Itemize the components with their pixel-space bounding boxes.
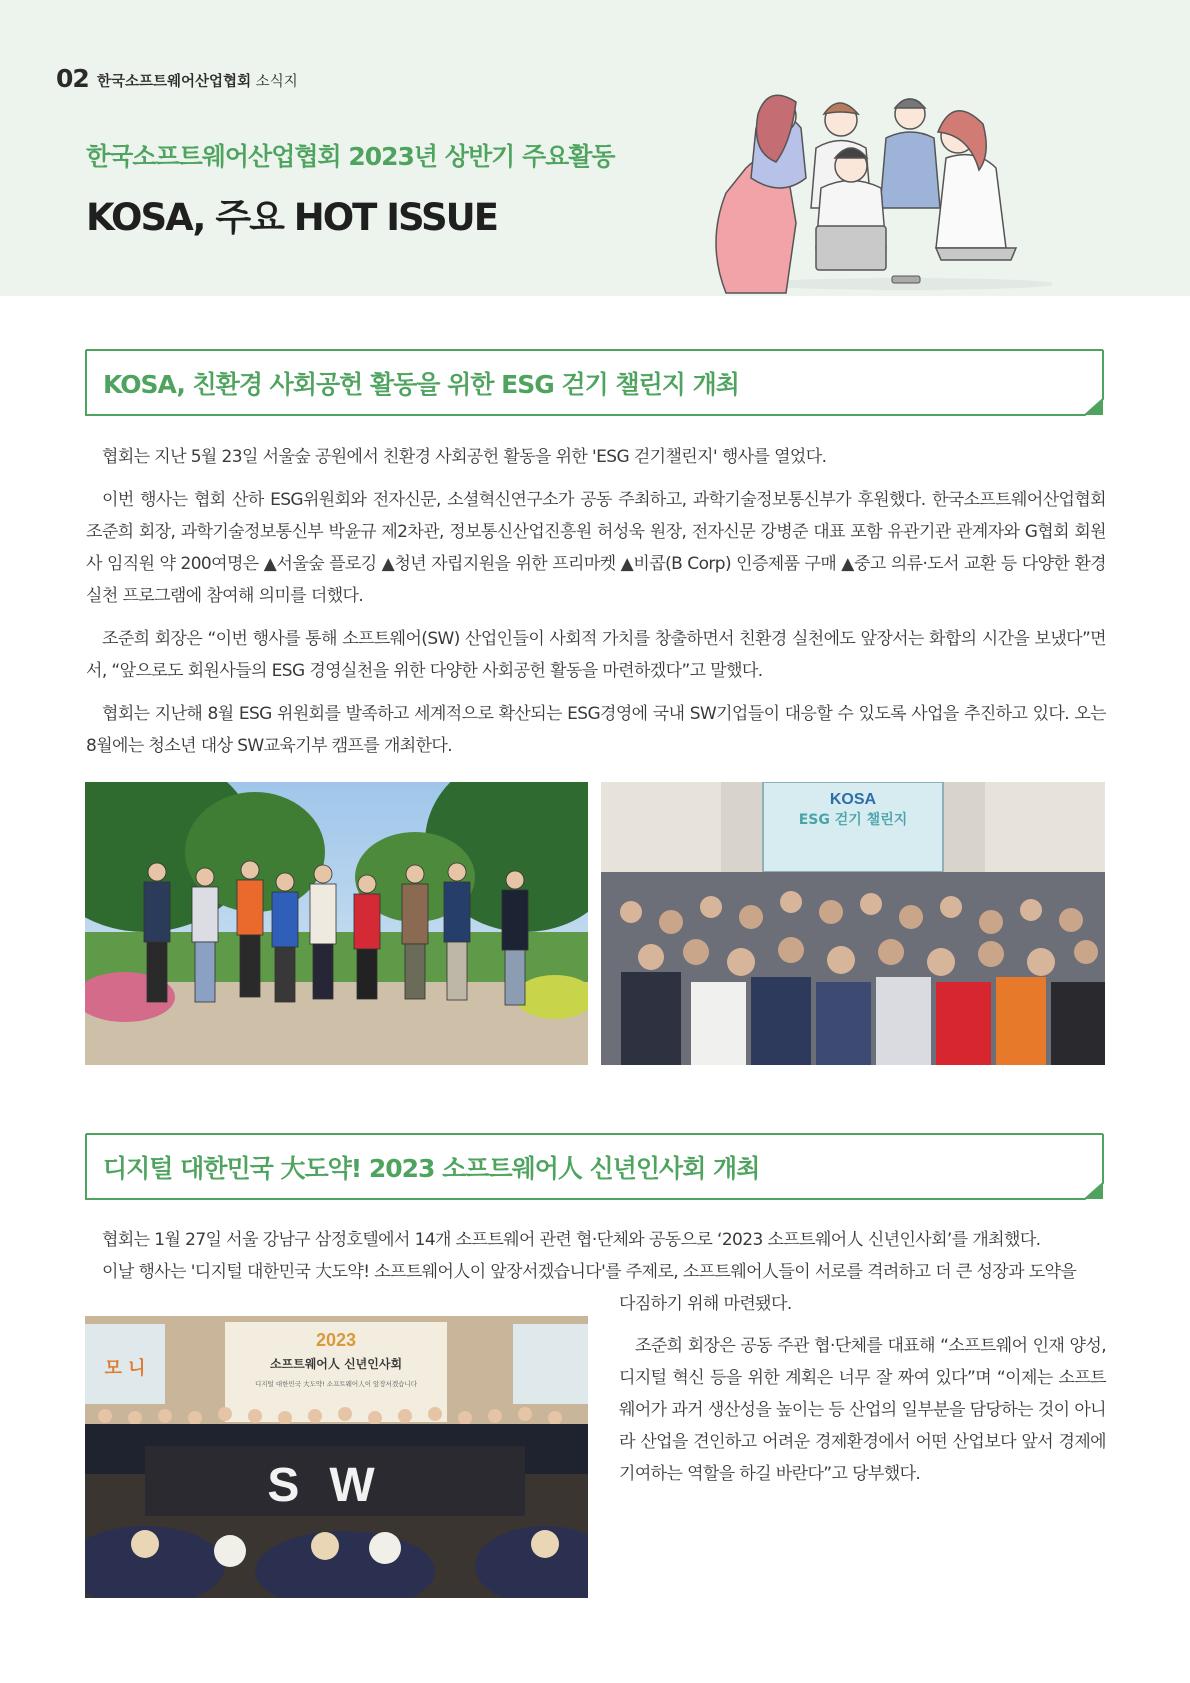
team-illustration: [706, 88, 1052, 298]
page-number: 02: [56, 64, 89, 93]
banner-subtitle: 디지털 대한민국 大도약! 소프트웨어人이 앞장서겠습니다: [254, 1380, 418, 1388]
page-title: KOSA, 주요 HOT ISSUE: [86, 196, 497, 239]
section1-paragraph: 이번 행사는 협회 산하 ESG위원회와 전자신문, 소셜혁신연구소가 공동 주최하고, 과학기술정보통신부가 후원했다. 한국소프트웨어산업협회 조준희 회장, 과학기술정보통신부 박윤규 제2차관, 정보통신산업진흥원 허성욱 원장, 전자신문 강병준 대표 포함 유관기관 관계자와 G협회 회원사 임직원 약 200여명은 ▲서울숲 플로깅 ▲청년 자립지원을 위한 프리마켓 ▲비콥(B Corp) 인증제품 구매 ▲중고 의류·도서 교환 등 다양한 환경실천 프로그램에 참여해 의미를 더했다.: [86, 490, 1106, 606]
org-name-bold: 한국소프트웨어산업협회: [97, 74, 252, 90]
section2-paragraph: 협회는 1월 27일 서울 강남구 삼정호텔에서 14개 소프트웨어 관련 협·단체와 공동으로 ‘2023 소프트웨어人 신년인사회’를 개최했다.: [102, 1230, 1041, 1250]
page-subtitle: 한국소프트웨어산업협회 2023년 상반기 주요활동: [86, 142, 615, 171]
section2-header: [85, 1133, 1105, 1201]
section1-header: [85, 349, 1105, 417]
banner-title-2: ESG 걷기 챌린지: [798, 812, 908, 828]
indoor-crowd-photo: [601, 782, 1105, 1065]
banner-title: 소프트웨어人 신년인사회: [269, 1357, 403, 1371]
section1-paragraph: 협회는 지난 5월 23일 서울숲 공원에서 친환경 사회공헌 활동을 위한 'ESG 걷기챌린지' 행사를 열었다.: [102, 447, 827, 467]
newsletter-name: [97, 70, 298, 91]
new-year-ceremony-photo: [85, 1316, 588, 1598]
section1-paragraph: 조준희 회장은 “이번 행사를 통해 소프트웨어(SW) 산업인들이 사회적 가치를 창출하면서 친환경 실천에도 앞장서는 화합의 시간을 보냈다”면서, “앞으로도 회원사들의 ESG 경영실천을 위한 다양한 사회공헌 활동을 마련하겠다”고 말했다.: [86, 629, 1106, 681]
section2-paragraph: 이날 행사는 '디지털 대한민국 大도약! 소프트웨어人이 앞장서겠습니다'를 주제로, 소프트웨어人들이 서로를 격려하고 더 큰 성장과 도약을: [102, 1262, 1077, 1282]
banner-title-1: KOSA: [829, 791, 877, 808]
org-name-suffix: 소식지: [251, 74, 298, 90]
left-sign-text: 모 니: [104, 1358, 146, 1379]
section1-title: KOSA, 친환경 사회공헌 활동을 위한 ESG 걷기 챌린지 개최: [103, 370, 739, 399]
section1-paragraph: 협회는 지난해 8월 ESG 위원회를 발족하고 세계적으로 확산되는 ESG경영에 국내 SW기업들이 대응할 수 있도록 사업을 추진하고 있다. 오는 8월에는 청소년 대상 SW교육기부 캠프를 개최한다.: [86, 704, 1106, 756]
banner-year: 2023: [315, 1330, 357, 1350]
section2-title: 디지털 대한민국 大도약! 2023 소프트웨어人 신년인사회 개최: [103, 1154, 760, 1183]
outdoor-group-photo: [85, 782, 588, 1065]
section2-paragraph: 조준희 회장은 공동 주관 협·단체를 대표해 “소프트웨어 인재 양성, 디지털 혁신 등을 위한 계획은 너무 잘 짜여 있다”며 “이제는 소프트웨어가 과거 생산성을 높이는 등 산업의 일부분을 담당하는 것이 아니라 산업을 견인하고 어려운 경제환경에서 어떤 산업보다 앞서 경제에 기여하는 역할을 하길 바란다”고 당부했다.: [619, 1336, 1106, 1484]
section2-paragraph-cont: 다짐하기 위해 마련됐다.: [619, 1294, 792, 1314]
floor-letters: SW: [267, 1459, 405, 1512]
